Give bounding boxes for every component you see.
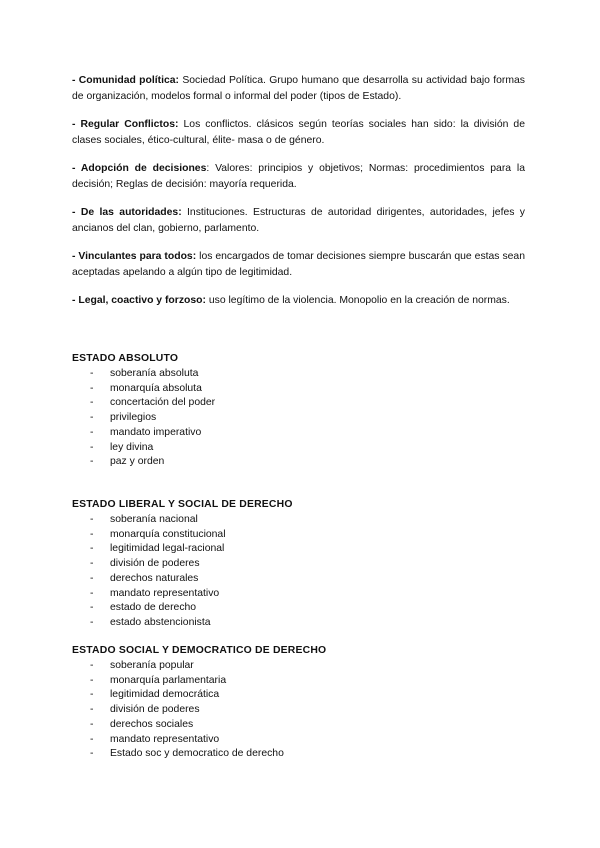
section-list-estado-liberal (72, 513, 226, 631)
bullet-dash: - (90, 674, 94, 686)
definition-term: - Regular Conflictos: (72, 119, 179, 130)
bullet-dash: - (90, 441, 94, 453)
list-item (72, 703, 284, 718)
list-item-text: monarquía absoluta (110, 382, 202, 394)
list-item-text: división de poderes (110, 558, 200, 570)
list-item-text: legitimidad legal-racional (110, 543, 225, 555)
definition-comunidad-politica (72, 73, 525, 104)
bullet-dash: - (90, 660, 94, 671)
bullet-dash: - (90, 616, 94, 628)
bullet-dash: - (90, 456, 94, 468)
bullet-dash: - (90, 689, 94, 701)
list-item-text: derechos naturales (110, 572, 199, 584)
list-item-text: estado abstencionista (110, 616, 211, 628)
list-item-text: monarquía constitucional (110, 528, 226, 540)
list-item (72, 557, 226, 572)
list-item-text: mandato imperativo (110, 426, 202, 438)
bullet-dash: - (90, 572, 94, 584)
bullet-dash: - (90, 397, 94, 409)
list-item (72, 674, 284, 689)
bullet-dash: - (90, 528, 94, 540)
list-item-text: privilegios (110, 412, 157, 424)
bullet-dash: - (90, 718, 94, 730)
list-item (72, 426, 215, 441)
list-item-text: legitimidad democrática (110, 689, 220, 701)
definition-term: - De las autoridades: (72, 207, 182, 218)
list-item (72, 396, 215, 411)
bullet-dash: - (90, 704, 94, 716)
list-item-text: derechos sociales (110, 718, 194, 730)
definition-autoridades (72, 205, 525, 236)
section-title-estado-social-democratico: ESTADO SOCIAL Y DEMOCRATICO DE DERECHO (72, 645, 327, 656)
list-item (72, 587, 226, 602)
list-item (72, 542, 226, 557)
list-item-text: mandato representativo (110, 587, 220, 599)
definition-term: - Legal, coactivo y forzoso: (72, 295, 206, 306)
bullet-dash: - (90, 368, 94, 379)
list-item-text: ley divina (110, 441, 154, 453)
list-item-text: mandato representativo (110, 733, 220, 745)
definition-regular-conflictos (72, 117, 525, 148)
bullet-dash: - (90, 748, 94, 760)
definition-adopcion-decisiones (72, 161, 525, 192)
definition-text: : Valores: principios y objetivos; Normas: procedimientos para la decisión; Reglas de decisión: mayoría requerida. (72, 163, 525, 190)
list-item-text: soberanía absoluta (110, 368, 199, 379)
definition-term: - Vinculantes para todos: (72, 251, 197, 262)
bullet-dash: - (90, 426, 94, 438)
bullet-dash: - (90, 558, 94, 570)
definition-text: uso legítimo de la violencia. Monopolio en la creación de normas. (205, 295, 510, 306)
bullet-dash: - (90, 543, 94, 555)
list-item-text: estado de derecho (110, 602, 197, 614)
bullet-dash: - (90, 514, 94, 525)
definition-text: los encargados de tomar decisiones siempre buscarán que estas sean aceptadas apelando a algún tipo de legitimidad. (72, 251, 525, 278)
list-item-text: concertación del poder (110, 397, 216, 409)
section-title-estado-liberal: ESTADO LIBERAL Y SOCIAL DE DERECHO (72, 499, 293, 510)
list-item (72, 367, 215, 382)
bullet-dash: - (90, 412, 94, 424)
list-item (72, 601, 226, 616)
list-item-text: soberanía popular (110, 660, 194, 671)
bullet-dash: - (90, 733, 94, 745)
definition-text: Los conflictos. clásicos según teorías sociales han sido: la división de clases sociales, ético-cultural, élite- masa o de género. (72, 119, 525, 146)
list-item (72, 528, 226, 543)
list-item (72, 688, 284, 703)
list-item (72, 733, 284, 748)
list-item (72, 747, 284, 762)
definition-term: - Comunidad política: (72, 75, 180, 86)
list-item (72, 718, 284, 733)
bullet-dash: - (90, 382, 94, 394)
definition-text: Instituciones. Estructuras de autoridad dirigentes, autoridades, jefes y ancianos del clan, gobierno, parlamento. (72, 207, 526, 234)
bullet-dash: - (90, 602, 94, 614)
list-item-text: división de poderes (110, 704, 200, 716)
list-item (72, 441, 215, 456)
list-item-text: Estado soc y democratico de derecho (110, 748, 284, 760)
list-item (72, 616, 226, 631)
section-title-estado-absoluto: ESTADO ABSOLUTO (72, 353, 179, 364)
list-item (72, 455, 215, 470)
definition-vinculantes (72, 249, 525, 280)
definition-legal-coactivo (72, 293, 525, 309)
list-item-text: paz y orden (110, 456, 165, 468)
definition-text: Sociedad Política. Grupo humano que desarrolla su actividad bajo formas de organización, modelos formal o informal del poder (tipos de Estado). (72, 75, 525, 102)
section-list-estado-social-democratico (72, 659, 284, 762)
definition-term: - Adopción de decisiones (72, 163, 207, 174)
list-item (72, 659, 284, 674)
list-item (72, 411, 215, 426)
section-list-estado-absoluto (72, 367, 215, 470)
list-item (72, 572, 226, 587)
list-item (72, 513, 226, 528)
bullet-dash: - (90, 587, 94, 599)
list-item-text: monarquía parlamentaria (110, 674, 227, 686)
list-item-text: soberanía nacional (110, 514, 198, 525)
list-item (72, 382, 215, 397)
